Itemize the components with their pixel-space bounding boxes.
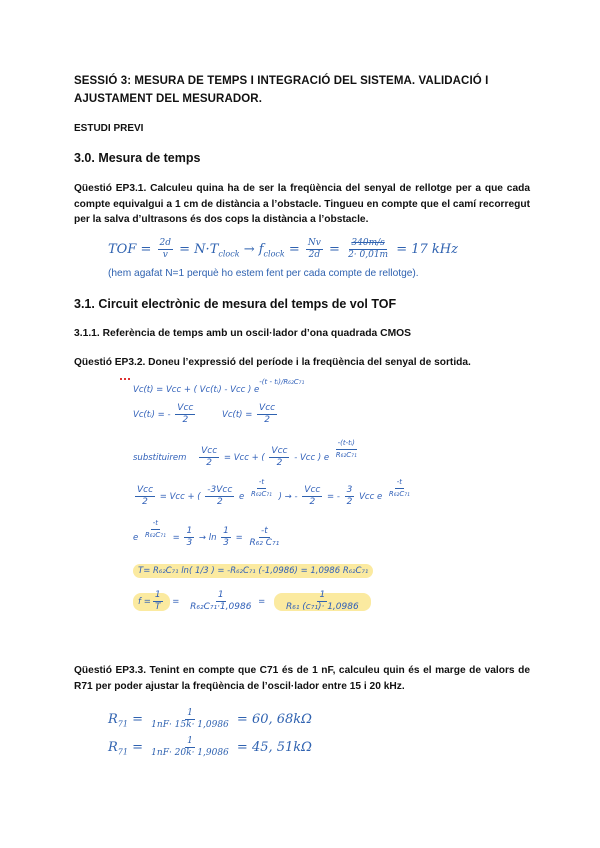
hw-substitution: substituirem $\frac{\text{Vcc}}{2}$ = Vcc + ( $\frac{\text{Vcc}}{2}$ - Vcc ) e $\frac{\text{-(t-tᵢ)}}{\text{R₆₂C₇₁}}$ (133, 439, 357, 468)
period-highlight: T= R₆₂C₇₁ ln( 1/3 ) = -R₆₂C₇₁ (-1,0986) = 1,0986 R₆₂C₇₁ (133, 564, 373, 578)
frequency-label-highlight: f = $\frac{1}{T}$ (133, 593, 170, 611)
section-3-0-heading: 3.0. Mesura de temps (74, 151, 201, 165)
clock-subscript-2: clock (263, 249, 285, 259)
title-line-2: AJUSTAMENT DEL MESURADOR. (74, 93, 262, 105)
hw-initial-conditions: Vc(tᵢ) = - $\frac{\text{Vcc}}{2}$ Vc(t) = $\frac{\text{Vcc}}{2}$ (133, 403, 276, 425)
fraction-nv-2d: $\frac{Nv}{2d}$ (307, 238, 321, 260)
fraction-2d-v: $\frac{2d}{v}$ (159, 238, 172, 260)
section-3-1-1-heading: 3.1.1. Referència de temps amb un oscil·lador d’ona quadrada CMOS (74, 328, 412, 339)
question-ep3-3: Qüestió EP3.3. Tenint en compte que C71 és de 1 nF, calculeu quin és el marge de valors de R71 per poder ajustar la freqüència de l’oscil·lador entre 15 i 20 kHz. (74, 665, 530, 692)
formula-arrow-f: → f (243, 242, 264, 257)
n-equals-1-note: (hem agafat N=1 perquè ho estem fent per cada compte de rellotge). (108, 268, 419, 279)
red-dotted-mark (120, 378, 130, 382)
formula-ntclock: = N·T (179, 242, 219, 257)
formula-lhs: TOF = (108, 242, 152, 257)
r71-min-formula: $R_{71}$ = $\frac{1}{1nF\cdot 20k\cdot 1,9086}$ = 45, 51kΩ (108, 736, 312, 758)
title-line-1: SESSIÓ 3: MESURA DE TEMPS I INTEGRACIÓ DEL SISTEMA. VALIDACIÓ I (74, 75, 489, 87)
formula-equals: = (288, 242, 300, 257)
tof-formula (108, 238, 458, 261)
fraction-340-0-01: $\frac{340m/s}{2\cdot 0,01m}$ (348, 238, 389, 260)
clock-subscript: clock (218, 249, 240, 259)
estudi-previ-heading: ESTUDI PREVI (74, 123, 144, 134)
question-ep3-2: Qüestió EP3.2. Doneu l’expressió del període i la freqüència del senyal de sortida. (74, 357, 471, 368)
frequency-highlight: $\frac{1}{\text{R₆₁ (c₇₁)· 1,0986}}$ (274, 593, 371, 611)
hw-frequency-result: f = $\frac{1}{T}$ = $\frac{1}{\text{R₆₂C₇₁·1,0986}}$ = $\frac{1}{\text{R₆₁ (c₇₁)· 1,0986}}$ (133, 590, 371, 613)
hw-period-result (133, 566, 373, 576)
hw-ln-step: e $\frac{-t}{\text{R₆₂C₇₁}}$ = $\frac{1}{3}$ → ln $\frac{1}{3}$ = $\frac{-t}{\text{R₆₂ C₇₁}}$ (133, 519, 280, 548)
hw-vc-equation: Vc(t) = Vcc + ( Vc(tᵢ) - Vcc ) $e^{-(t - tᵢ)/R_{62}C_{71}}$ (133, 378, 305, 395)
section-3-1-heading: 3.1. Circuit electrònic de mesura del temps de vol TOF (74, 297, 397, 311)
hw-exponential-step: $\frac{\text{Vcc}}{2}$ = Vcc + ( $\frac{\text{-3Vcc}}{2}$ e $\frac{-t}{\text{R₆₂C₇₁}}$ ) → - $\frac{\text{Vcc}}{2}$ = - $\frac{3}{2}$ Vcc e $\frac{-t}{\text{R₆₂C₇₁}}$ (137, 478, 410, 507)
formula-result: = 17 kHz (396, 242, 458, 257)
document-title (74, 72, 534, 108)
formula-equals-2: = (329, 242, 340, 257)
question-ep3-1: Qüestió EP3.1. Calculeu quina ha de ser la freqüència del senyal de rellotge per a que cada compte equivalgui a 1 cm de distància a l’obstacle. Tingueu en compte que el camí recorregut per la salva d’ultrasons és dos cops la distància a l’obstacle. (74, 183, 530, 225)
r71-max-formula: $R_{71}$ = $\frac{1}{1nF\cdot 15k\cdot 1,0986}$ = 60, 68kΩ (108, 708, 312, 730)
